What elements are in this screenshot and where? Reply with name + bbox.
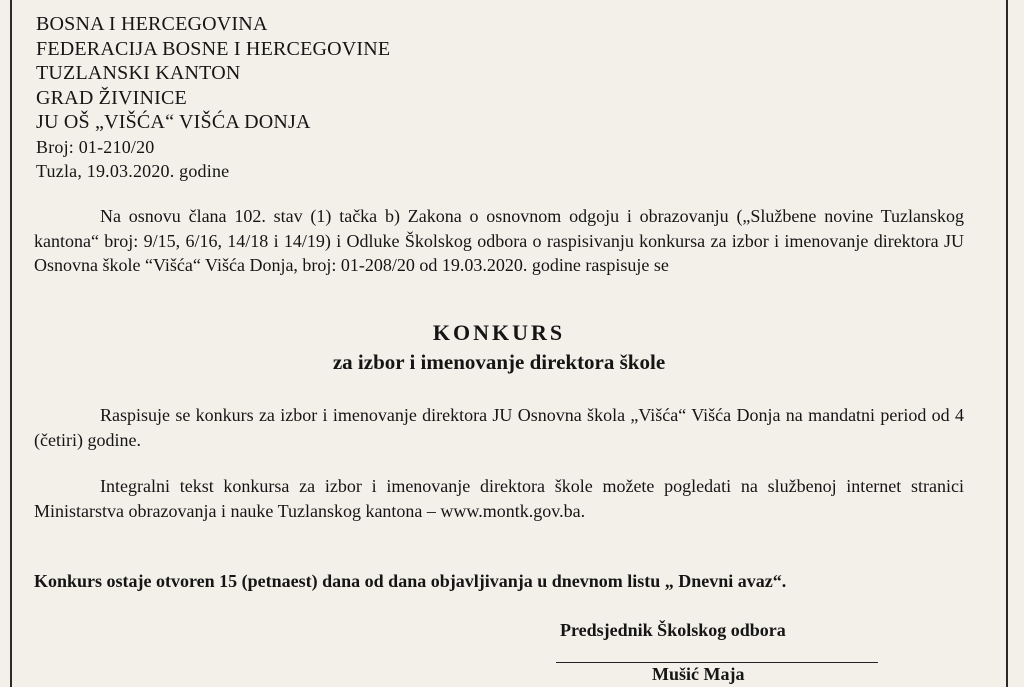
document-subtitle: za izbor i imenovanje direktora škole [332, 350, 666, 374]
header-city: GRAD ŽIVINICE [36, 86, 187, 109]
signature-title: Predsjednik Školskog odbora [560, 620, 786, 640]
header-number: Broj: 01-210/20 [36, 136, 155, 157]
signature-line [556, 662, 878, 663]
header-date: Tuzla, 19.03.2020. godine [36, 161, 230, 181]
signature-name: Mušić Maja [652, 664, 745, 684]
body-paragraph-1: Raspisuje se konkurs za izbor i imenovanje direktora JU Osnovna škola „Višća“ Višća Donja na mandatni period od 4 (četiri) godine. [34, 405, 964, 450]
right-border-line [1006, 0, 1008, 687]
header-country: BOSNA I HERCEGOVINA [36, 13, 268, 35]
letterhead [36, 12, 390, 184]
header-school: JU OŠ „VIŠĆA“ VIŠĆA DONJA [36, 111, 311, 133]
document-title: KONKURS [432, 320, 566, 345]
header-federation: FEDERACIJA BOSNE I HERCEGOVINE [36, 37, 391, 60]
left-border-line [10, 0, 12, 687]
closing-paragraph: Konkurs ostaje otvoren 15 (petnaest) dana od dana objavljivanja u dnevnom listu „ Dnevni avaz“. [34, 571, 787, 591]
body-paragraph-2: Integralni tekst konkursa za izbor i imenovanje direktora škole možete pogledati na službenoj internet stranici Ministarstva obrazovanja i nauke Tuzlanskog kantona – www.montk.gov.ba. [34, 476, 964, 521]
intro-paragraph: Na osnovu člana 102. stav (1) tačka b) Zakona o osnovnom odgoju i obrazovanju („Službene novine Tuzlanskog kantona“ broj: 9/15, 6/16, 14/18 i 14/19) i Odluke Školskog odbora o raspisivanju konkursa za izbor i imenovanje direktora JU Osnovna škole “Višća“ Višća Donja, broj: 01-208/20 od 19.03.2020. godine raspisuje se [34, 206, 964, 275]
header-canton: TUZLANSKI KANTON [36, 62, 241, 84]
